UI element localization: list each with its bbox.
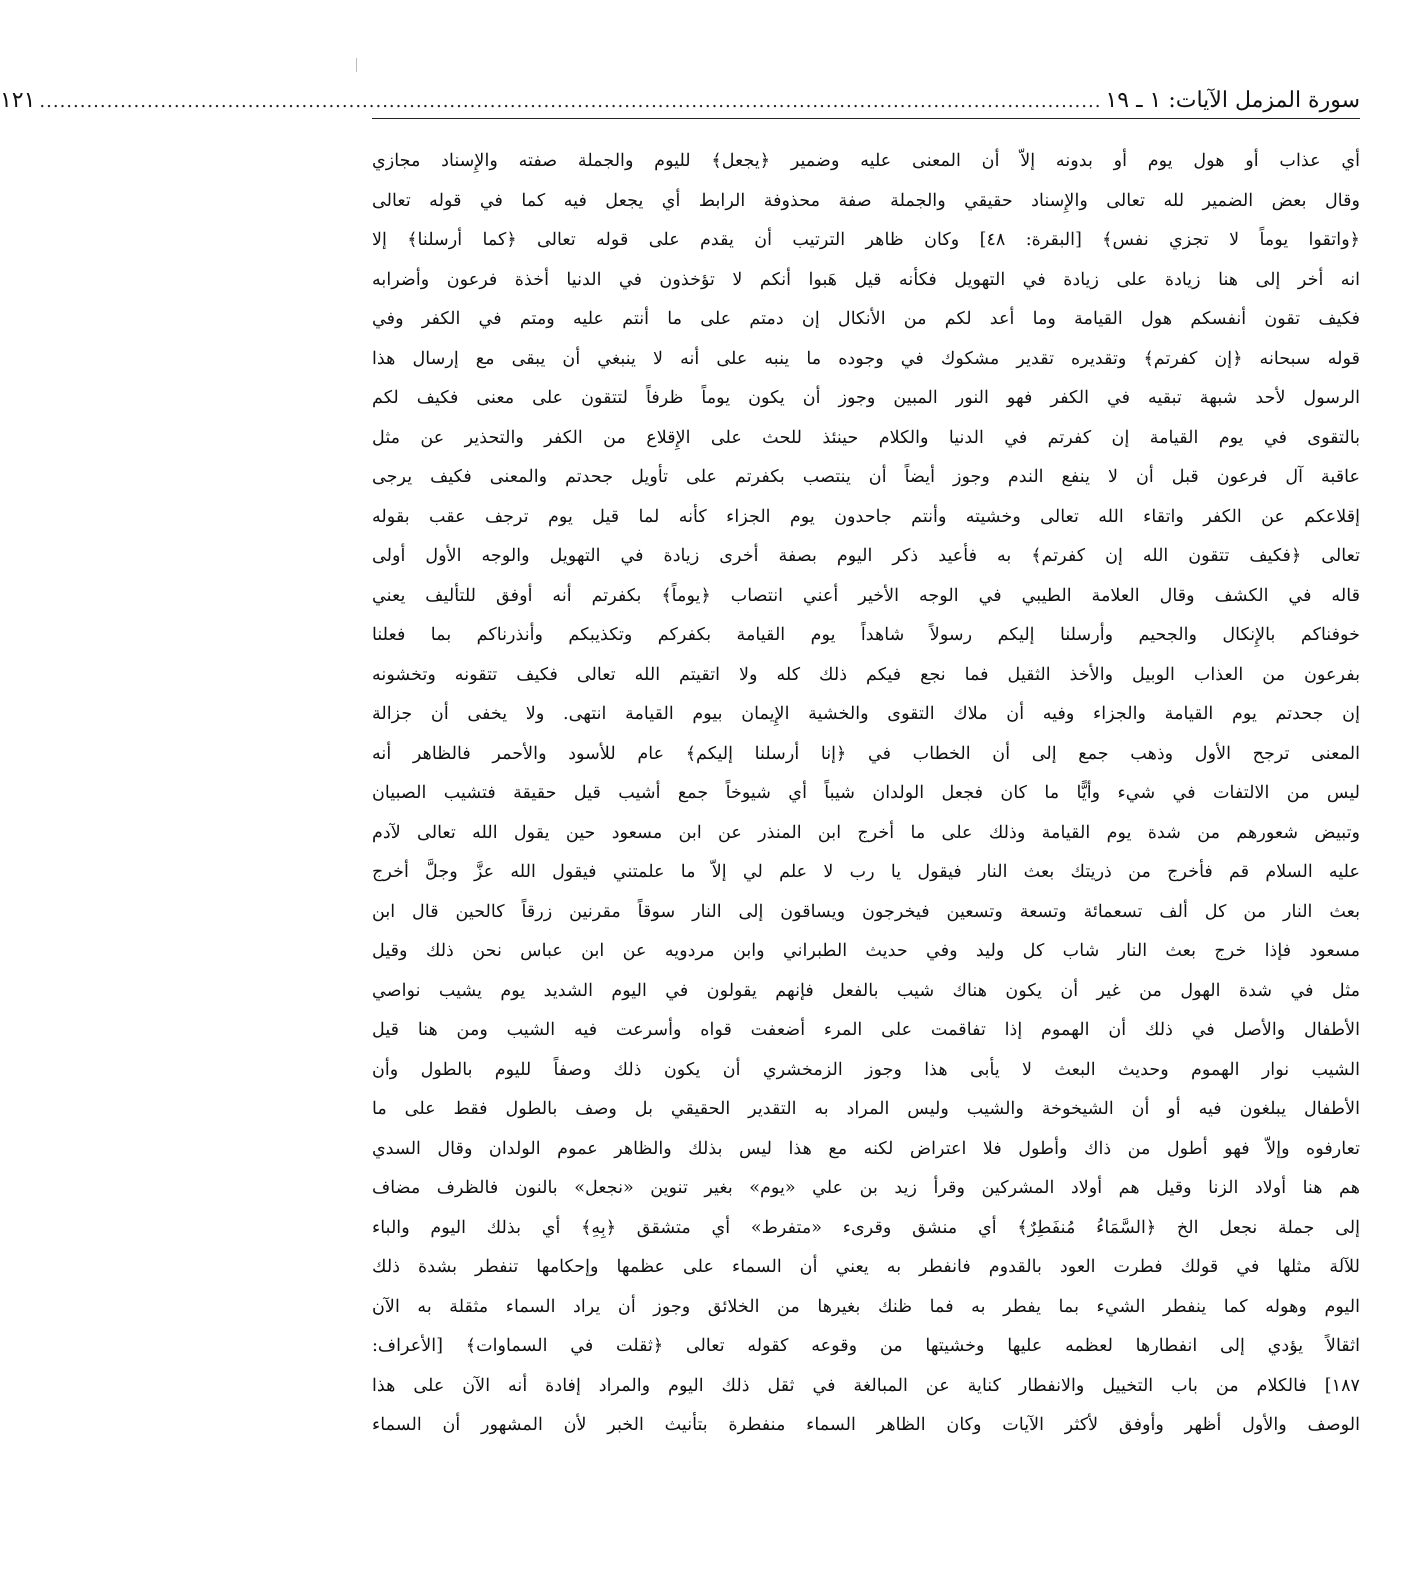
body-text — [372, 142, 1360, 1562]
text-line-8: بالتقوى في يوم القيامة إن كفرتم في الدنيا والكلام حينئذ للحث على الإِقلاع من الكفر والتحذير عن مثل — [372, 427, 1360, 448]
text-line-26: تعارفوه وإلاّ فهو أطول من ذاك وأطول فلا اعتراض لكنه مع هذا ليس بذلك والظاهر عموم الولدان وقال السدي — [372, 1138, 1360, 1159]
text-line-7: الرسول لأحد شبهة تبقيه في الكفر فهو النور المبين وجوز أن يكون يوماً ظرفاً لتتقون على معنى فكيف لكم — [372, 388, 1360, 408]
text-line-24: الشيب نوار الهموم وحديث البعث لا يأبى هذا وجوز الزمخشري أن يكون ذلك وصفاً لليوم بالطول وأن — [372, 1059, 1360, 1080]
text-line-3: ﴿واتقوا يوماً لا تجزي نفس﴾ [البقرة: ٤٨] وكان ظاهر الترتيب أن يقدم على قوله تعالى ﴿كما أرسلنا﴾ إلا — [372, 230, 1360, 250]
text-line-30: اليوم وهوله كما ينفطر الشيء بما يفطر به فما ظنك بغيرها من الخلائق وجوز أن يراد السماء مثقلة به الآن — [372, 1296, 1360, 1317]
text-line-2: وقال بعض الضمير لله تعالى والإِسناد حقيقي والجملة صفة محذوفة الرابط أي يجعل فيه كما في قوله تعالى — [372, 190, 1360, 211]
text-line-17: ليس من الالتفات في شيء وأيًّا ما كان فجعل الولدان شيباً أي شيوخاً جمع أشيب قيل حقيقة فتشيب الصبيان — [372, 783, 1360, 803]
text-line-32: ١٨٧] فالكلام من باب التخييل والانفطار كناية عن المبالغة في ثقل ذلك اليوم والمراد إفادة أنه الآن على هذا — [372, 1375, 1360, 1396]
text-line-4: انه أخر إلى هنا زيادة على زيادة في التهويل فكأنه قيل هَبوا أنكم لا تؤخذون في الدنيا أخذة فرعون وأضرابه — [372, 269, 1360, 290]
text-line-21: مسعود فإذا خرج بعث النار شاب كل وليد وفي حديث الطبراني وابن مردويه عن ابن عباس نحن ذلك وقيل — [372, 941, 1360, 961]
text-line-11: تعالى ﴿فكيف تتقون الله إن كفرتم﴾ به فأعيد ذكر اليوم بصفة أخرى زيادة في التهويل والوجه الأول أولى — [372, 546, 1360, 566]
text-line-10: إقلاعكم عن الكفر واتقاء الله تعالى وخشيته وأنتم جاحدون يوم الجزاء كأنه لما قيل يوم ترجف عقب بقوله — [372, 506, 1360, 527]
text-line-27: هم هنا أولاد الزنا وقيل هم أولاد المشركين وقرأ زيد بن علي «يوم» بغير تنوين «نجعل» بالنون فالظرف مضاف — [372, 1178, 1360, 1198]
page-header — [0, 82, 1360, 119]
text-line-5: فكيف تقون أنفسكم هول القيامة وما أعد لكم من الأنكال إن دمتم على ما أنتم عليه ومتم في الكفر وفي — [372, 309, 1360, 329]
text-line-16: المعنى ترجح الأول وذهب جمع إلى أن الخطاب في ﴿إنا أرسلنا إليكم﴾ عام للأسود والأحمر فالظاهر أنه — [372, 743, 1360, 764]
text-line-1: أي عذاب أو هول يوم أو بدونه إلاّ أن المعنى عليه وضمير ﴿يجعل﴾ لليوم والجملة صفته والإِسناد مجازي — [372, 151, 1360, 171]
header-leader-dots: .............................................................................................................................................................. — [39, 91, 1102, 112]
text-line-19: عليه السلام قم فأخرج من ذريتك بعث النار فيقول يا رب لا علم لي إلاّ ما علمتني فيقول الله عزَّ وجلَّ أخرج — [372, 862, 1360, 882]
text-line-31: اثقالاً يؤدي إلى انفطارها لعظمه عليها وخشيتها من وقوعه كقوله تعالى ﴿ثقلت في السماوات﴾ [الأعراف: — [372, 1336, 1360, 1356]
text-line-13: خوفناكم بالإِنكال والجحيم وأرسلنا إليكم رسولاً شاهداً يوم القيامة بكفركم وتكذيبكم وأنذرناكم بما فعلنا — [372, 625, 1360, 645]
text-line-25: الأطفال يبلغون فيه أو أن الشيخوخة والشيب وليس المراد به التقدير الحقيقي بل وصف بالطول فقط على ما — [372, 1099, 1360, 1119]
running-title: سورة المزمل الآيات: ١ ـ ١٩ — [1105, 88, 1360, 113]
text-line-23: الأطفال والأصل في ذلك أن الهموم إذا تفاقمت على المرء أضعفت قواه وأسرعت فيه الشيب ومن هنا قيل — [372, 1020, 1360, 1040]
text-line-6: قوله سبحانه ﴿إن كفرتم﴾ وتقديره تقدير مشكوك في وجوده ما ينبه على أنه لا ينبغي أن يبقى مع إرسال هذا — [372, 348, 1360, 369]
page-number: ١٢١ — [0, 88, 36, 113]
text-line-20: بعث النار من كل ألف تسعمائة وتسعة وتسعين فيخرجون ويساقون إلى النار سوقاً مقرنين زرقاً كالحين قال ابن — [372, 901, 1360, 922]
text-line-12: قاله في الكشف وقال العلامة الطيبي في الوجه الأخير أعني انتصاب ﴿يوماً﴾ بكفرتم أنه أوفق للتأليف يعني — [372, 585, 1360, 606]
text-line-33: الوصف والأول أظهر وأوفق لأكثر الآيات وكان الظاهر السماء منفطرة بتأنيث الخبر لأن المشهور أن السماء — [372, 1415, 1360, 1435]
text-line-22: مثل في شدة الهول من غير أن يكون هناك شيب بالفعل فإنهم يقولون في اليوم الشديد يوم يشيب نواصي — [372, 980, 1360, 1001]
text-line-9: عاقبة آل فرعون قبل أن لا ينفع الندم وجوز أيضاً أن ينتصب بكفرتم على تأويل جحدتم والمعنى فكيف يرجى — [372, 467, 1360, 487]
text-line-29: للآلة مثلها في قولك فطرت العود بالقدوم فانفطر به يعني أن السماء على عظمها وإحكامها تنفطر بشدة ذلك — [372, 1257, 1360, 1277]
text-line-18: وتبيض شعورهم من شدة يوم القيامة وذلك على ما أخرج ابن المنذر عن ابن مسعود حين يقول الله تعالى لآدم — [372, 822, 1360, 843]
text-line-15: إن جحدتم يوم القيامة والجزاء وفيه أن ملاك التقوى والخشية الإِيمان بيوم القيامة انتهى. ولا يخفى أن جزالة — [372, 704, 1360, 724]
text-line-14: بفرعون من العذاب الوبيل والأخذ الثقيل فما نجع فيكم ذلك كله ولا اتقيتم الله تعالى فكيف تتقونه وتخشونه — [372, 664, 1360, 685]
text-line-28: إلى جملة نجعل الخ ﴿السَّمَاءُ مُنفَطِرٌ﴾ أي منشق وقرىء «متفرط» أي متشقق ﴿بِهِ﴾ أي بذلك اليوم والباء — [372, 1217, 1360, 1238]
margin-mark — [356, 58, 357, 72]
